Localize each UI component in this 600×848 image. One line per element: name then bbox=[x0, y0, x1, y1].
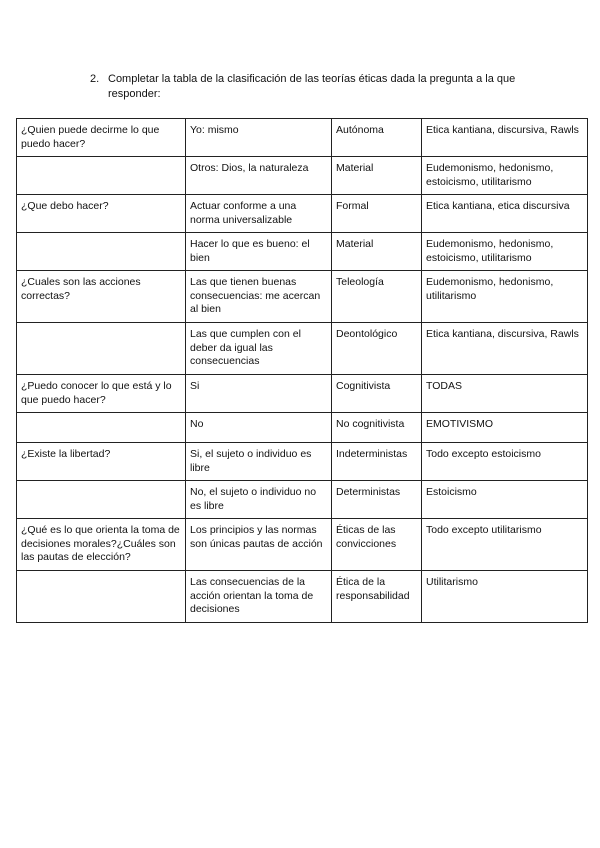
table-row bbox=[17, 323, 588, 375]
table-row bbox=[17, 271, 588, 323]
answer-cell: Hacer lo que es bueno: el bien bbox=[186, 233, 332, 271]
type-cell: Éticas de las convicciones bbox=[332, 519, 422, 571]
table-row bbox=[17, 157, 588, 195]
answer-cell: Las consecuencias de la acción orientan la toma de decisiones bbox=[186, 571, 332, 623]
type-cell: Material bbox=[332, 157, 422, 195]
answer-cell: Yo: mismo bbox=[186, 119, 332, 157]
type-cell: Teleología bbox=[332, 271, 422, 323]
theories-cell: Todo excepto utilitarismo bbox=[422, 519, 588, 571]
instruction-text: Completar la tabla de la clasificación de las teorías éticas dada la pregunta a la que responder: bbox=[108, 73, 516, 100]
table-row bbox=[17, 195, 588, 233]
theories-cell: Eudemonismo, hedonismo, estoicismo, utilitarismo bbox=[422, 233, 588, 271]
table-row bbox=[17, 233, 588, 271]
theories-cell: Etica kantiana, discursiva, Rawls bbox=[422, 323, 588, 375]
theories-cell: Etica kantiana, etica discursiva bbox=[422, 195, 588, 233]
answer-cell: Los principios y las normas son únicas pautas de acción bbox=[186, 519, 332, 571]
theories-cell: Utilitarismo bbox=[422, 571, 588, 623]
question-cell: ¿Que debo hacer? bbox=[17, 195, 186, 233]
theories-cell: Eudemonismo, hedonismo, estoicismo, utilitarismo bbox=[422, 157, 588, 195]
table-row bbox=[17, 571, 588, 623]
answer-cell: Las que cumplen con el deber da igual las consecuencias bbox=[186, 323, 332, 375]
answer-cell: Si, el sujeto o individuo es libre bbox=[186, 443, 332, 481]
type-cell: Indeterministas bbox=[332, 443, 422, 481]
theories-cell: Todo excepto estoicismo bbox=[422, 443, 588, 481]
question-cell: ¿Cuales son las acciones correctas? bbox=[17, 271, 186, 323]
theories-cell: Estoicismo bbox=[422, 481, 588, 519]
type-cell: Formal bbox=[332, 195, 422, 233]
question-cell bbox=[17, 233, 186, 271]
question-cell: ¿Quien puede decirme lo que puedo hacer? bbox=[17, 119, 186, 157]
question-cell bbox=[17, 413, 186, 443]
answer-cell: Otros: Dios, la naturaleza bbox=[186, 157, 332, 195]
question-cell bbox=[17, 571, 186, 623]
question-cell: ¿Puedo conocer lo que está y lo que puedo hacer? bbox=[17, 375, 186, 413]
answer-cell: No, el sujeto o individuo no es libre bbox=[186, 481, 332, 519]
theories-cell: TODAS bbox=[422, 375, 588, 413]
type-cell: Autónoma bbox=[332, 119, 422, 157]
table-row bbox=[17, 375, 588, 413]
question-cell: ¿Existe la libertad? bbox=[17, 443, 186, 481]
question-cell bbox=[17, 323, 186, 375]
theories-cell: Etica kantiana, discursiva, Rawls bbox=[422, 119, 588, 157]
type-cell: Cognitivista bbox=[332, 375, 422, 413]
type-cell: No cognitivista bbox=[332, 413, 422, 443]
type-cell: Deontológico bbox=[332, 323, 422, 375]
question-cell: ¿Qué es lo que orienta la toma de decisiones morales?¿Cuáles son las pautas de elección? bbox=[17, 519, 186, 571]
type-cell: Ética de la responsabilidad bbox=[332, 571, 422, 623]
answer-cell: No bbox=[186, 413, 332, 443]
table-row bbox=[17, 519, 588, 571]
theories-cell: Eudemonismo, hedonismo, utilitarismo bbox=[422, 271, 588, 323]
table-row bbox=[17, 413, 588, 443]
type-cell: Deterministas bbox=[332, 481, 422, 519]
answer-cell: Las que tienen buenas consecuencias: me acercan al bien bbox=[186, 271, 332, 323]
question-cell bbox=[17, 481, 186, 519]
table-row bbox=[17, 119, 588, 157]
question-cell bbox=[17, 157, 186, 195]
answer-cell: Si bbox=[186, 375, 332, 413]
answer-cell: Actuar conforme a una norma universalizable bbox=[186, 195, 332, 233]
instruction bbox=[90, 72, 520, 102]
instruction-number: 2. bbox=[90, 73, 100, 85]
table-row bbox=[17, 443, 588, 481]
ethics-classification-table bbox=[16, 118, 588, 623]
theories-cell: EMOTIVISMO bbox=[422, 413, 588, 443]
table-row bbox=[17, 481, 588, 519]
type-cell: Material bbox=[332, 233, 422, 271]
